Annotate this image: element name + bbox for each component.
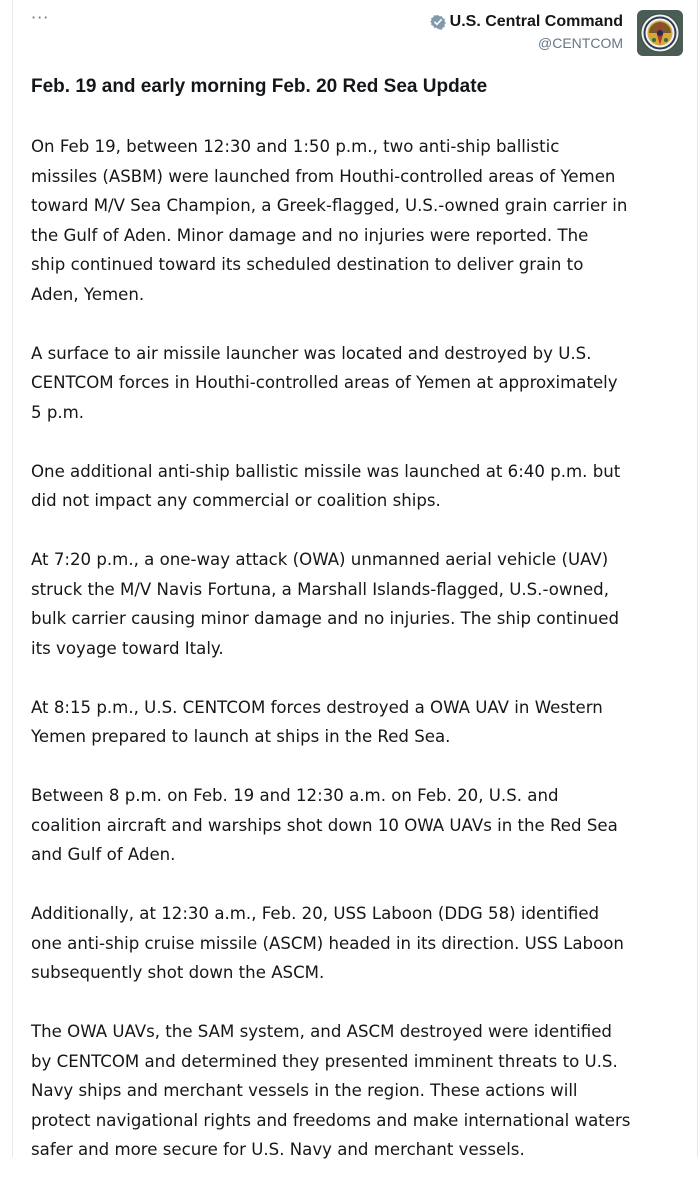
avatar[interactable]	[637, 10, 683, 56]
text-line: Yemen prepared to launch at ships in the Red Sea.	[31, 727, 451, 746]
post-paragraph	[31, 339, 691, 428]
post-paragraph	[31, 132, 691, 309]
text-line: subsequently shot down the ASCM.	[31, 963, 325, 982]
text-line: 5 p.m.	[31, 402, 85, 422]
text-line: Additionally, at 12:30 a.m., Feb. 20, USS Laboon (DDG 58) identified	[31, 904, 600, 923]
text-line: The OWA UAVs, the SAM system, and ASCM destroyed were identified	[31, 1022, 612, 1041]
text-line: by CENTCOM and determined they presented imminent threats to U.S.	[31, 1051, 618, 1071]
more-options-button[interactable]: ···	[31, 8, 50, 27]
text-line: its voyage toward Italy.	[31, 638, 224, 658]
text-line: one anti-ship cruise missile (ASCM) headed in its direction. USS Laboon	[31, 933, 624, 953]
post-body	[31, 132, 691, 1194]
text-line: Between 8 p.m. on Feb. 19 and 12:30 a.m. on Feb. 20, U.S. and	[31, 786, 559, 805]
verified-badge-icon	[430, 14, 446, 30]
text-line: protect navigational rights and freedoms and make international waters	[31, 1110, 631, 1130]
text-line: the Gulf of Aden. Minor damage and no injuries were reported. The	[31, 225, 589, 245]
post-paragraph	[31, 899, 691, 988]
text-line: bulk carrier causing minor damage and no injuries. The ship continued	[31, 609, 620, 628]
post-paragraph	[31, 1017, 691, 1165]
text-line: and Gulf of Aden.	[31, 845, 176, 864]
text-line: toward M/V Sea Champion, a Greek-flagged, U.S.-owned grain carrier in	[31, 196, 628, 215]
text-line: Aden, Yemen.	[31, 284, 145, 304]
text-line: On Feb 19, between 12:30 and 1:50 p.m., two anti-ship ballistic	[31, 137, 560, 156]
text-line: A surface to air missile launcher was located and destroyed by U.S.	[31, 343, 592, 363]
text-line: Navy ships and merchant vessels in the region. These actions will	[31, 1081, 578, 1100]
text-line: missiles (ASBM) were launched from Houthi-controlled areas of Yemen	[31, 166, 616, 186]
text-line: CENTCOM forces in Houthi-controlled areas of Yemen at approximately	[31, 373, 618, 392]
post-paragraph	[31, 457, 691, 516]
text-line: did not impact any commercial or coalition ships.	[31, 491, 441, 510]
author-info[interactable]	[430, 12, 623, 51]
text-line: struck the M/V Navis Fortuna, a Marshall Islands-flagged, U.S.-owned,	[31, 579, 609, 599]
centcom-seal-icon	[640, 13, 680, 53]
post-paragraph	[31, 545, 691, 663]
post-paragraph	[31, 693, 691, 752]
text-line: One additional anti-ship ballistic missile was launched at 6:40 p.m. but	[31, 461, 621, 481]
text-line: At 7:20 p.m., a one-way attack (OWA) unmanned aerial vehicle (UAV)	[31, 550, 609, 569]
text-line: coalition aircraft and warships shot down 10 OWA UAVs in the Red Sea	[31, 815, 618, 835]
text-line: At 8:15 p.m., U.S. CENTCOM forces destroyed a OWA UAV in Western	[31, 697, 603, 717]
author-name[interactable]: U.S. Central Command	[449, 13, 623, 30]
author-name-row	[430, 12, 623, 32]
post-paragraph	[31, 781, 691, 870]
post-title: Feb. 19 and early morning Feb. 20 Red Sea Update	[31, 76, 488, 97]
author-handle[interactable]: @CENTCOM	[538, 35, 623, 51]
text-line: ship continued toward its scheduled destination to deliver grain to	[31, 255, 584, 274]
post-card	[12, 0, 698, 1157]
text-line: safer and more secure for U.S. Navy and merchant vessels.	[31, 1140, 525, 1159]
